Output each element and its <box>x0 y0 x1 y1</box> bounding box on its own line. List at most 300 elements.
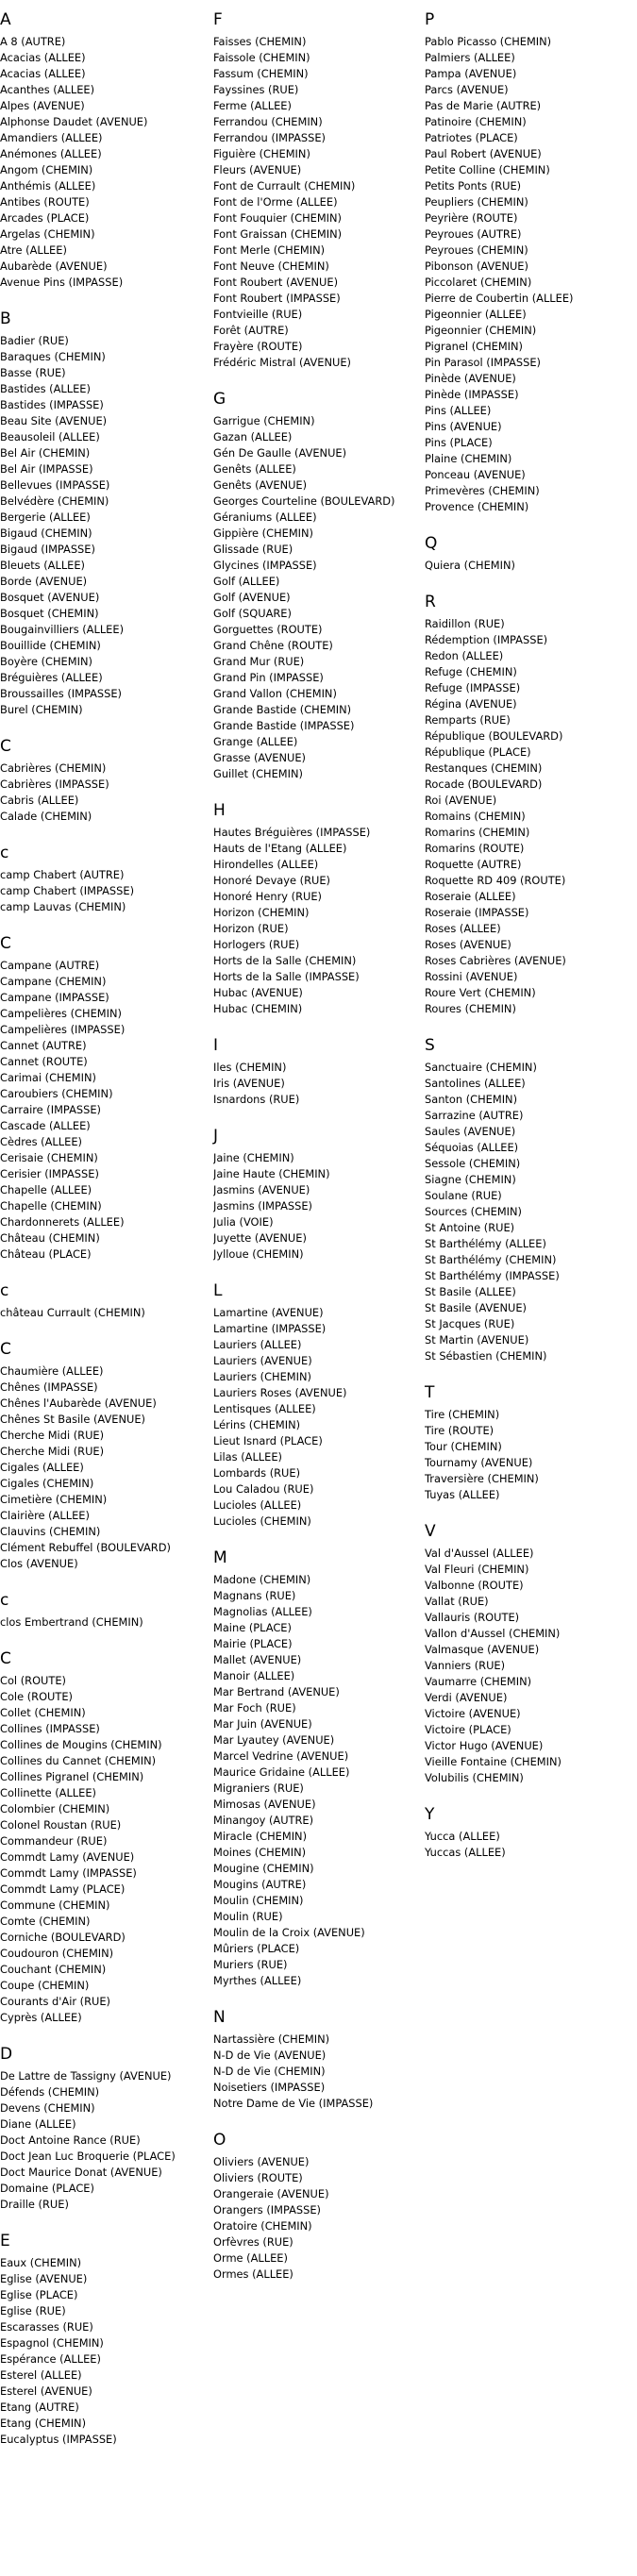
street-entry: Noisetiers (IMPASSE) <box>213 2081 326 2094</box>
street-entry: Vanniers (RUE) <box>425 1659 506 1672</box>
street-entry: Genêts (ALLEE) <box>213 462 296 476</box>
street-entry: Minangoy (AUTRE) <box>213 1814 314 1827</box>
street-list <box>213 1060 424 1108</box>
street-list <box>0 958 212 1263</box>
street-entry: Anthémis (ALLEE) <box>0 179 96 192</box>
street-entry: Couchant (CHEMIN) <box>0 1963 107 1976</box>
street-entry: Grand Pin (IMPASSE) <box>213 671 324 684</box>
letter-section <box>213 389 424 782</box>
street-entry: Carimai (CHEMIN) <box>0 1071 96 1084</box>
street-entry: Roure Vert (CHEMIN) <box>425 986 536 999</box>
street-entry: Provence (CHEMIN) <box>425 500 529 513</box>
street-entry: Gorguettes (ROUTE) <box>213 623 323 636</box>
street-entry: Ferme (ALLEE) <box>213 99 292 112</box>
street-entry: Commune (CHEMIN) <box>0 1899 110 1912</box>
street-entry: Forêt (AUTRE) <box>213 324 289 337</box>
street-entry: Bouillide (CHEMIN) <box>0 639 101 652</box>
street-entry: Font Neuve (CHEMIN) <box>213 259 329 273</box>
street-list <box>425 558 637 574</box>
street-entry: Victor Hugo (AVENUE) <box>425 1739 544 1752</box>
letter-section <box>0 309 212 718</box>
street-entry: camp Lauvas (CHEMIN) <box>0 900 126 913</box>
street-entry: Courants d'Air (RUE) <box>0 1995 111 2008</box>
street-entry: Val Fleuri (CHEMIN) <box>425 1563 529 1576</box>
street-entry: Jaine Haute (CHEMIN) <box>213 1167 330 1180</box>
section-letter-heading: L <box>213 1281 223 1300</box>
street-entry: Georges Courteline (BOULEVARD) <box>213 494 395 508</box>
street-entry: Doct Maurice Donat (AVENUE) <box>0 2166 162 2179</box>
street-entry: Horts de la Salle (IMPASSE) <box>213 970 360 983</box>
street-list <box>0 1614 212 1631</box>
letter-section <box>0 1339 212 1572</box>
street-entry: Cherche Midi (RUE) <box>0 1445 105 1458</box>
street-entry: Rédemption (IMPASSE) <box>425 633 548 646</box>
street-entry: Cimetière (CHEMIN) <box>0 1493 108 1506</box>
letter-section <box>213 2007 424 2112</box>
street-entry: Bleuets (ALLEE) <box>0 559 86 572</box>
street-entry: Esterel (AVENUE) <box>0 2384 92 2398</box>
street-entry: camp Chabert (AUTRE) <box>0 868 125 881</box>
street-entry: Séquoias (ALLEE) <box>425 1141 519 1154</box>
street-entry: Chênes (IMPASSE) <box>0 1380 98 1394</box>
section-letter-heading: N <box>213 2008 226 2027</box>
street-entry: Grand Chêne (ROUTE) <box>213 639 333 652</box>
street-list <box>425 1829 637 1861</box>
street-entry: Hirondelles (ALLEE) <box>213 858 319 871</box>
street-entry: Lérins (CHEMIN) <box>213 1418 301 1431</box>
street-entry: Pins (PLACE) <box>425 436 493 449</box>
street-entry: Iles (CHEMIN) <box>213 1061 287 1074</box>
street-entry: Cerisaie (CHEMIN) <box>0 1151 98 1164</box>
street-list <box>213 1305 424 1530</box>
street-entry: Sources (CHEMIN) <box>425 1205 522 1218</box>
street-entry: Tire (CHEMIN) <box>425 1408 500 1421</box>
street-entry: Garrigue (CHEMIN) <box>213 414 315 427</box>
street-entry: Romarins (CHEMIN) <box>425 826 530 839</box>
street-entry: Frayère (ROUTE) <box>213 340 303 353</box>
street-entry: Château (CHEMIN) <box>0 1231 100 1245</box>
street-entry: Font Merle (CHEMIN) <box>213 243 326 257</box>
section-letter-heading: E <box>0 2232 10 2250</box>
street-entry: Eglise (PLACE) <box>0 2288 78 2301</box>
street-entry: Géraniums (ALLEE) <box>213 510 317 524</box>
street-entry: Lauriers Roses (AVENUE) <box>213 1386 347 1399</box>
street-entry: Font Graissan (CHEMIN) <box>213 227 343 241</box>
street-entry: Campelières (CHEMIN) <box>0 1007 122 1020</box>
street-entry: Draille (RUE) <box>0 2198 69 2211</box>
letter-section <box>425 533 637 574</box>
street-entry: Hautes Bréguières (IMPASSE) <box>213 826 371 839</box>
street-entry: Magnolias (ALLEE) <box>213 1605 312 1618</box>
street-entry: Redon (ALLEE) <box>425 649 504 662</box>
street-entry: Fontvieille (RUE) <box>213 308 303 321</box>
street-entry: Cigales (ALLEE) <box>0 1461 84 1474</box>
letter-section <box>425 592 637 1017</box>
street-entry: Pampa (AVENUE) <box>425 67 517 80</box>
street-list <box>0 1673 212 2026</box>
street-entry: Peyrière (ROUTE) <box>425 211 518 225</box>
street-list <box>213 825 424 1017</box>
street-list <box>0 1363 212 1572</box>
column-1 <box>0 9 212 2466</box>
street-entry: Tournamy (AVENUE) <box>425 1456 533 1469</box>
section-letter-heading: F <box>213 10 223 29</box>
street-entry: Diane (ALLEE) <box>0 2117 76 2131</box>
street-entry: Alphonse Daudet (AVENUE) <box>0 115 148 128</box>
street-entry: Chênes l'Aubarède (AVENUE) <box>0 1397 157 1410</box>
street-entry: Glissade (RUE) <box>213 543 293 556</box>
street-entry: N-D de Vie (CHEMIN) <box>213 2065 326 2078</box>
street-entry: Traversière (CHEMIN) <box>425 1472 539 1485</box>
street-entry: Chapelle (CHEMIN) <box>0 1199 102 1213</box>
street-entry: De Lattre de Tassigny (AVENUE) <box>0 2069 172 2083</box>
street-entry: Bastides (ALLEE) <box>0 382 91 395</box>
street-entry: Mar Bertrand (AVENUE) <box>213 1685 340 1698</box>
street-entry: Borde (AVENUE) <box>0 575 88 588</box>
street-list <box>213 413 424 782</box>
section-letter-heading: T <box>425 1383 435 1402</box>
column-3 <box>425 9 637 1879</box>
street-entry: Fassum (CHEMIN) <box>213 67 309 80</box>
letter-section <box>425 1521 637 1786</box>
street-entry: Gén De Gaulle (AVENUE) <box>213 446 347 460</box>
street-entry: Vallat (RUE) <box>425 1595 489 1608</box>
street-entry: Valbonne (ROUTE) <box>425 1579 524 1592</box>
street-entry: Espagnol (CHEMIN) <box>0 2336 104 2350</box>
street-entry: Collines (IMPASSE) <box>0 1722 100 1735</box>
street-entry: Peyroues (CHEMIN) <box>425 243 528 257</box>
section-letter-heading: C <box>0 934 11 953</box>
letter-section <box>425 1382 637 1503</box>
column-2 <box>213 9 424 2300</box>
street-entry: Comte (CHEMIN) <box>0 1915 91 1928</box>
street-entry: Régina (AVENUE) <box>425 697 517 711</box>
street-entry: Romarins (ROUTE) <box>425 842 525 855</box>
letter-section <box>0 9 212 291</box>
street-entry: Bréguières (ALLEE) <box>0 671 103 684</box>
street-entry: Pigeonnier (ALLEE) <box>425 308 527 321</box>
street-entry: Mûriers (PLACE) <box>213 1942 300 1955</box>
letter-section <box>0 736 212 825</box>
section-letter-heading: R <box>425 593 436 611</box>
street-entry: Pins (ALLEE) <box>425 404 492 417</box>
street-entry: St Barthélémy (ALLEE) <box>425 1237 546 1250</box>
street-entry: Santon (CHEMIN) <box>425 1093 518 1106</box>
street-entry: Défends (CHEMIN) <box>0 2085 100 2099</box>
street-entry: Bel Air (CHEMIN) <box>0 446 91 460</box>
street-entry: Roures (CHEMIN) <box>425 1002 516 1015</box>
street-entry: Tire (ROUTE) <box>425 1424 495 1437</box>
street-entry: Orme (ALLEE) <box>213 2251 288 2265</box>
street-entry: Eucalyptus (IMPASSE) <box>0 2433 117 2446</box>
street-entry: Pierre de Coubertin (ALLEE) <box>425 292 574 305</box>
street-entry: Cabrières (CHEMIN) <box>0 761 107 775</box>
section-letter-heading: O <box>213 2131 226 2149</box>
street-entry: Lentisques (ALLEE) <box>213 1402 316 1415</box>
letter-section <box>425 1804 637 1861</box>
section-letter-heading: G <box>213 390 226 409</box>
street-entry: Isnardons (RUE) <box>213 1093 300 1106</box>
street-entry: Bigaud (CHEMIN) <box>0 527 92 540</box>
section-letter-heading: J <box>213 1127 219 1146</box>
street-entry: Bel Air (IMPASSE) <box>0 462 93 476</box>
section-letter-heading: V <box>425 1522 436 1541</box>
street-entry: N-D de Vie (AVENUE) <box>213 2049 327 2062</box>
street-entry: Roquette RD 409 (ROUTE) <box>425 874 566 887</box>
street-entry: Argelas (CHEMIN) <box>0 227 95 241</box>
street-entry: Jaine (CHEMIN) <box>213 1151 294 1164</box>
section-letter-heading: H <box>213 801 226 820</box>
street-entry: Grange (ALLEE) <box>213 735 298 748</box>
section-letter-heading: A <box>0 10 11 29</box>
street-entry: Yucca (ALLEE) <box>425 1830 500 1843</box>
street-entry: Val d'Aussel (ALLEE) <box>425 1547 534 1560</box>
street-entry: Hubac (CHEMIN) <box>213 1002 303 1015</box>
street-entry: Valmasque (AVENUE) <box>425 1643 540 1656</box>
street-entry: Plaine (CHEMIN) <box>425 452 512 465</box>
street-entry: Belvédère (CHEMIN) <box>0 494 109 508</box>
street-entry: Roi (AVENUE) <box>425 794 497 807</box>
street-entry: Commdt Lamy (PLACE) <box>0 1882 126 1896</box>
street-entry: Collet (CHEMIN) <box>0 1706 86 1719</box>
street-entry: Cèdres (ALLEE) <box>0 1135 82 1148</box>
street-entry: Mallet (AVENUE) <box>213 1653 302 1666</box>
street-list <box>425 1546 637 1786</box>
street-entry: St Antoine (RUE) <box>425 1221 515 1234</box>
street-entry: Grande Bastide (IMPASSE) <box>213 719 355 732</box>
street-entry: Font Roubert (AVENUE) <box>213 276 339 289</box>
street-entry: Château (PLACE) <box>0 1247 92 1261</box>
street-entry: Juyette (AVENUE) <box>213 1231 307 1245</box>
street-entry: Julia (VOIE) <box>213 1215 274 1229</box>
street-entry: Rossini (AVENUE) <box>425 970 518 983</box>
street-entry: Verdi (AVENUE) <box>425 1691 508 1704</box>
street-entry: République (PLACE) <box>425 745 531 759</box>
street-entry: Arcades (PLACE) <box>0 211 90 225</box>
street-entry: Lauriers (CHEMIN) <box>213 1370 311 1383</box>
street-entry: Angom (CHEMIN) <box>0 163 93 176</box>
street-entry: Clos (AVENUE) <box>0 1557 78 1570</box>
street-entry: Saules (AVENUE) <box>425 1125 516 1138</box>
street-entry: Amandiers (ALLEE) <box>0 131 103 144</box>
street-entry: Peyroues (AUTRE) <box>425 227 522 241</box>
street-entry: Campane (CHEMIN) <box>0 975 107 988</box>
street-entry: Peupliers (CHEMIN) <box>425 195 528 209</box>
street-entry: St Jacques (RUE) <box>425 1317 515 1330</box>
street-entry: Chaumière (ALLEE) <box>0 1364 104 1378</box>
letter-section <box>213 800 424 1017</box>
street-entry: Ferrandou (CHEMIN) <box>213 115 323 128</box>
street-entry: Fayssines (RUE) <box>213 83 299 96</box>
street-entry: Pin Parasol (IMPASSE) <box>425 356 541 369</box>
street-entry: Horts de la Salle (CHEMIN) <box>213 954 357 967</box>
street-entry: Colonel Roustan (RUE) <box>0 1818 122 1832</box>
letter-section <box>0 1280 212 1321</box>
street-entry: Migraniers (RUE) <box>213 1781 304 1795</box>
section-letter-heading: P <box>425 10 435 29</box>
letter-section <box>0 2044 212 2213</box>
street-entry: Cabris (ALLEE) <box>0 794 79 807</box>
street-entry: Pins (AVENUE) <box>425 420 502 433</box>
street-entry: Acacias (ALLEE) <box>0 67 86 80</box>
street-entry: Cigales (CHEMIN) <box>0 1477 94 1490</box>
street-entry: Beau Site (AVENUE) <box>0 414 108 427</box>
street-entry: Bergerie (ALLEE) <box>0 510 91 524</box>
street-entry: Golf (SQUARE) <box>213 607 292 620</box>
street-list <box>213 2032 424 2112</box>
street-entry: Devens (CHEMIN) <box>0 2101 95 2115</box>
street-entry: Paul Robert (AVENUE) <box>425 147 542 160</box>
street-list <box>213 1572 424 1989</box>
street-entry: Pibonson (AVENUE) <box>425 259 528 273</box>
section-letter-heading: C <box>0 737 11 756</box>
street-entry: Horizon (CHEMIN) <box>213 906 310 919</box>
street-entry: Lou Caladou (RUE) <box>213 1482 314 1496</box>
street-entry: Faissole (CHEMIN) <box>213 51 310 64</box>
street-entry: Col (ROUTE) <box>0 1674 66 1687</box>
street-entry: Petite Colline (CHEMIN) <box>425 163 550 176</box>
street-entry: Moulin (CHEMIN) <box>213 1894 304 1907</box>
street-entry: Golf (AVENUE) <box>213 591 291 604</box>
street-entry: Oliviers (AVENUE) <box>213 2155 310 2168</box>
street-entry: Lamartine (AVENUE) <box>213 1306 324 1319</box>
street-entry: Alpes (AVENUE) <box>0 99 85 112</box>
street-entry: Moines (CHEMIN) <box>213 1846 307 1859</box>
street-entry: Espérance (ALLEE) <box>0 2352 101 2366</box>
street-entry: Volubilis (CHEMIN) <box>425 1771 524 1784</box>
street-entry: Pinède (AVENUE) <box>425 372 516 385</box>
street-list <box>0 761 212 825</box>
street-entry: Pinède (IMPASSE) <box>425 388 519 401</box>
street-entry: Pablo Picasso (CHEMIN) <box>425 35 552 48</box>
street-entry: Cascade (ALLEE) <box>0 1119 91 1132</box>
street-entry: Lauriers (ALLEE) <box>213 1338 302 1351</box>
street-entry: Pigeonnier (CHEMIN) <box>425 324 537 337</box>
street-entry: Lucioles (CHEMIN) <box>213 1514 311 1528</box>
street-entry: Collines Pigranel (CHEMIN) <box>0 1770 144 1783</box>
street-entry: Patriotes (PLACE) <box>425 131 518 144</box>
street-entry: Raidillon (RUE) <box>425 617 505 630</box>
section-letter-heading: B <box>0 309 11 328</box>
street-entry: Patinoire (CHEMIN) <box>425 115 527 128</box>
letter-section <box>213 1547 424 1989</box>
street-entry: Nartassière (CHEMIN) <box>213 2032 330 2046</box>
street-entry: Iris (AVENUE) <box>213 1077 285 1090</box>
street-entry: Roses (AVENUE) <box>425 938 511 951</box>
street-entry: Roseraie (ALLEE) <box>425 890 516 903</box>
street-entry: Badier (RUE) <box>0 334 69 347</box>
street-entry: Bosquet (CHEMIN) <box>0 607 99 620</box>
street-entry: Genêts (AVENUE) <box>213 478 308 492</box>
street-entry: Soulane (RUE) <box>425 1189 502 1202</box>
street-entry: Coupe (CHEMIN) <box>0 1979 90 1992</box>
street-entry: Cyprès (ALLEE) <box>0 2011 82 2024</box>
street-entry: Collinette (ALLEE) <box>0 1786 96 1799</box>
street-entry: Roses Cabrières (AVENUE) <box>425 954 566 967</box>
section-letter-heading: Y <box>425 1805 435 1824</box>
street-entry: Aubarède (AVENUE) <box>0 259 108 273</box>
street-entry: Notre Dame de Vie (IMPASSE) <box>213 2097 374 2110</box>
street-entry: Cannet (AUTRE) <box>0 1039 87 1052</box>
street-entry: Grand Mur (RUE) <box>213 655 305 668</box>
street-list <box>213 2154 424 2283</box>
street-entry: Burel (CHEMIN) <box>0 703 83 716</box>
street-entry: Victoire (AVENUE) <box>425 1707 521 1720</box>
street-entry: Basse (RUE) <box>0 366 66 379</box>
section-letter-heading: c <box>0 1591 9 1610</box>
street-entry: Quiera (CHEMIN) <box>425 559 515 572</box>
street-entry: Refuge (IMPASSE) <box>425 681 521 694</box>
street-entry: Sanctuaire (CHEMIN) <box>425 1061 537 1074</box>
street-entry: clos Embertrand (CHEMIN) <box>0 1615 143 1629</box>
street-entry: Santolines (ALLEE) <box>425 1077 526 1090</box>
street-entry: Collines de Mougins (CHEMIN) <box>0 1738 162 1751</box>
street-entry: Eglise (RUE) <box>0 2304 66 2317</box>
street-entry: Etang (AUTRE) <box>0 2400 79 2414</box>
section-letter-heading: C <box>0 1340 11 1359</box>
letter-section <box>0 933 212 1263</box>
street-list <box>0 34 212 291</box>
street-entry: Orangers (IMPASSE) <box>213 2203 321 2216</box>
section-letter-heading: D <box>0 2045 13 2064</box>
letter-section <box>425 9 637 515</box>
street-entry: Grasse (AVENUE) <box>213 751 306 764</box>
letter-section <box>0 1590 212 1631</box>
street-entry: Acacias (ALLEE) <box>0 51 86 64</box>
street-entry: Lilas (ALLEE) <box>213 1450 282 1464</box>
letter-section <box>0 2231 212 2448</box>
street-entry: Remparts (RUE) <box>425 713 511 727</box>
street-entry: Oratoire (CHEMIN) <box>213 2219 312 2233</box>
street-entry: Glycines (IMPASSE) <box>213 559 317 572</box>
street-entry: Pigranel (CHEMIN) <box>425 340 524 353</box>
street-entry: Beausoleil (ALLEE) <box>0 430 100 443</box>
street-entry: Vallon d'Aussel (CHEMIN) <box>425 1627 561 1640</box>
street-entry: camp Chabert (IMPASSE) <box>0 884 135 897</box>
street-entry: Mar Lyautey (AVENUE) <box>213 1733 335 1747</box>
street-entry: Colombier (CHEMIN) <box>0 1802 110 1815</box>
street-entry: Miracle (CHEMIN) <box>213 1830 308 1843</box>
street-entry: Faisses (CHEMIN) <box>213 35 307 48</box>
street-entry: Palmiers (ALLEE) <box>425 51 515 64</box>
street-entry: St Barthélémy (CHEMIN) <box>425 1253 557 1266</box>
street-entry: Petits Ponts (RUE) <box>425 179 522 192</box>
street-entry: Piccolaret (CHEMIN) <box>425 276 532 289</box>
street-entry: Bougainvilliers (ALLEE) <box>0 623 125 636</box>
street-entry: Cole (ROUTE) <box>0 1690 73 1703</box>
street-entry: Clauvins (CHEMIN) <box>0 1525 101 1538</box>
section-letter-heading: Q <box>425 534 438 553</box>
street-entry: Campane (IMPASSE) <box>0 991 109 1004</box>
street-entry: Manoir (ALLEE) <box>213 1669 295 1682</box>
street-entry: Commdt Lamy (AVENUE) <box>0 1850 135 1864</box>
street-entry: Mimosas (AVENUE) <box>213 1798 316 1811</box>
street-entry: Broussailles (IMPASSE) <box>0 687 123 700</box>
street-list <box>0 867 212 915</box>
street-entry: Lamartine (IMPASSE) <box>213 1322 327 1335</box>
street-entry: Ormes (ALLEE) <box>213 2267 293 2281</box>
street-entry: Horizon (RUE) <box>213 922 289 935</box>
street-entry: Cabrières (IMPASSE) <box>0 778 109 791</box>
street-entry: Chênes St Basile (AVENUE) <box>0 1413 145 1426</box>
street-entry: Hubac (AVENUE) <box>213 986 303 999</box>
street-entry: Bastides (IMPASSE) <box>0 398 104 411</box>
street-entry: Mairie (PLACE) <box>213 1637 293 1650</box>
street-entry: Figuière (CHEMIN) <box>213 147 310 160</box>
street-list <box>213 1150 424 1263</box>
street-entry: Marcel Vedrine (AVENUE) <box>213 1749 349 1763</box>
street-entry: Vaumarre (CHEMIN) <box>425 1675 532 1688</box>
